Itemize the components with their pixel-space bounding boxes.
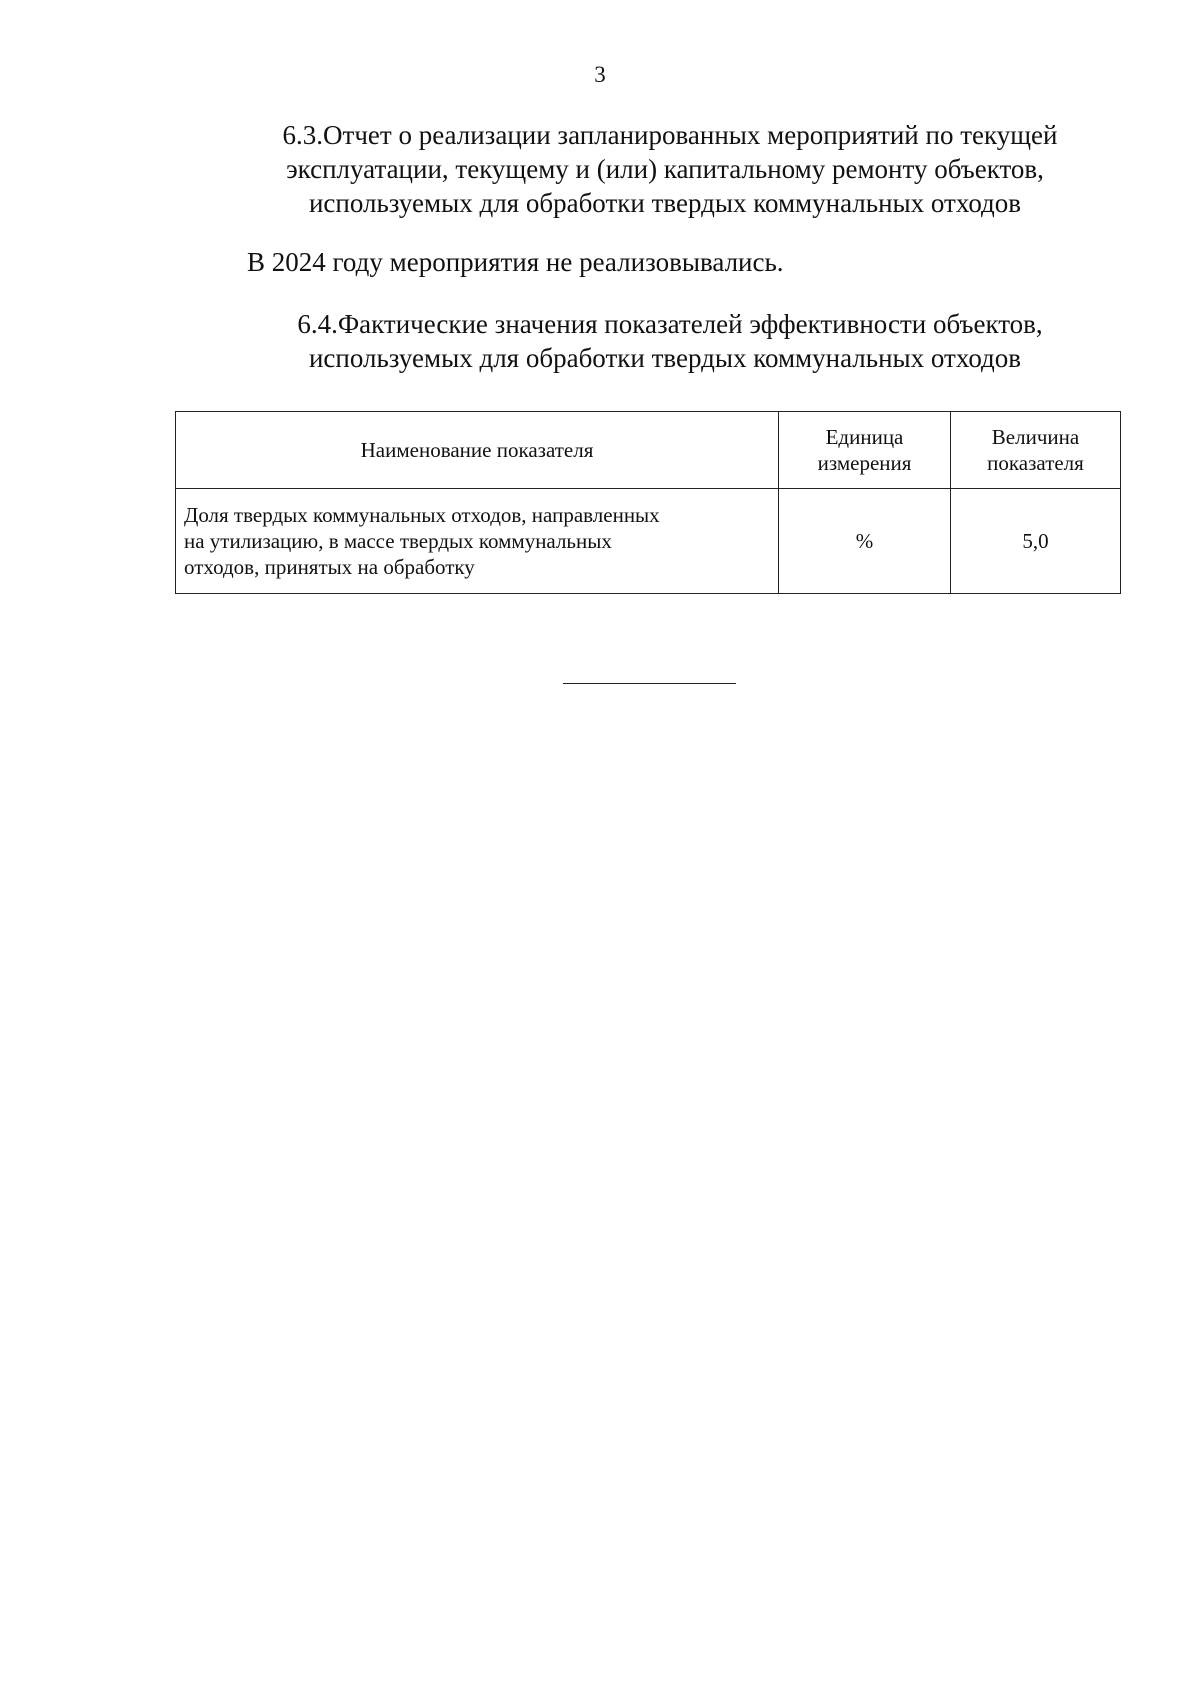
section-6-3-heading-line: 6.3.Отчет о реализации запланированных мероприятий по текущей (282, 120, 1058, 150)
end-separator-line (563, 683, 736, 684)
section-6-3-heading (235, 118, 1095, 220)
section-6-4-heading-line: используемых для обработки твердых коммунальных отходов (308, 343, 1022, 373)
section-6-3-heading-line: используемых для обработки твердых коммунальных отходов (308, 188, 1022, 218)
section-6-3-heading-line: эксплуатации, текущему и (или) капитальному ремонту объектов, (286, 154, 1044, 184)
section-6-4-heading (235, 307, 1095, 375)
indicator-name-cell (176, 489, 779, 594)
header-value-line: показателя (987, 451, 1084, 475)
indicator-name-line: Доля твердых коммунальных отходов, направленных (184, 503, 660, 527)
section-6-3-body: В 2024 году мероприятия не реализовывались. (247, 247, 784, 277)
header-unit-line: измерения (817, 451, 912, 475)
header-unit-line: Единица (825, 425, 904, 449)
table-row (176, 489, 1121, 594)
header-unit (779, 412, 951, 489)
indicators-table (175, 411, 1121, 594)
indicator-name-line: отходов, принятых на обработку (184, 555, 475, 579)
header-value (951, 412, 1121, 489)
section-6-4-heading-line: 6.4.Фактические значения показателей эффективности объектов, (297, 309, 1043, 339)
indicator-value-cell: 5,0 (951, 489, 1121, 594)
indicator-unit-cell: % (779, 489, 951, 594)
header-value-line: Величина (991, 425, 1080, 449)
indicator-name-line: на утилизацию, в массе твердых коммунальных (184, 529, 612, 553)
table-header-row (176, 412, 1121, 489)
header-indicator-name: Наименование показателя (176, 412, 779, 489)
page-number: 3 (594, 62, 606, 87)
